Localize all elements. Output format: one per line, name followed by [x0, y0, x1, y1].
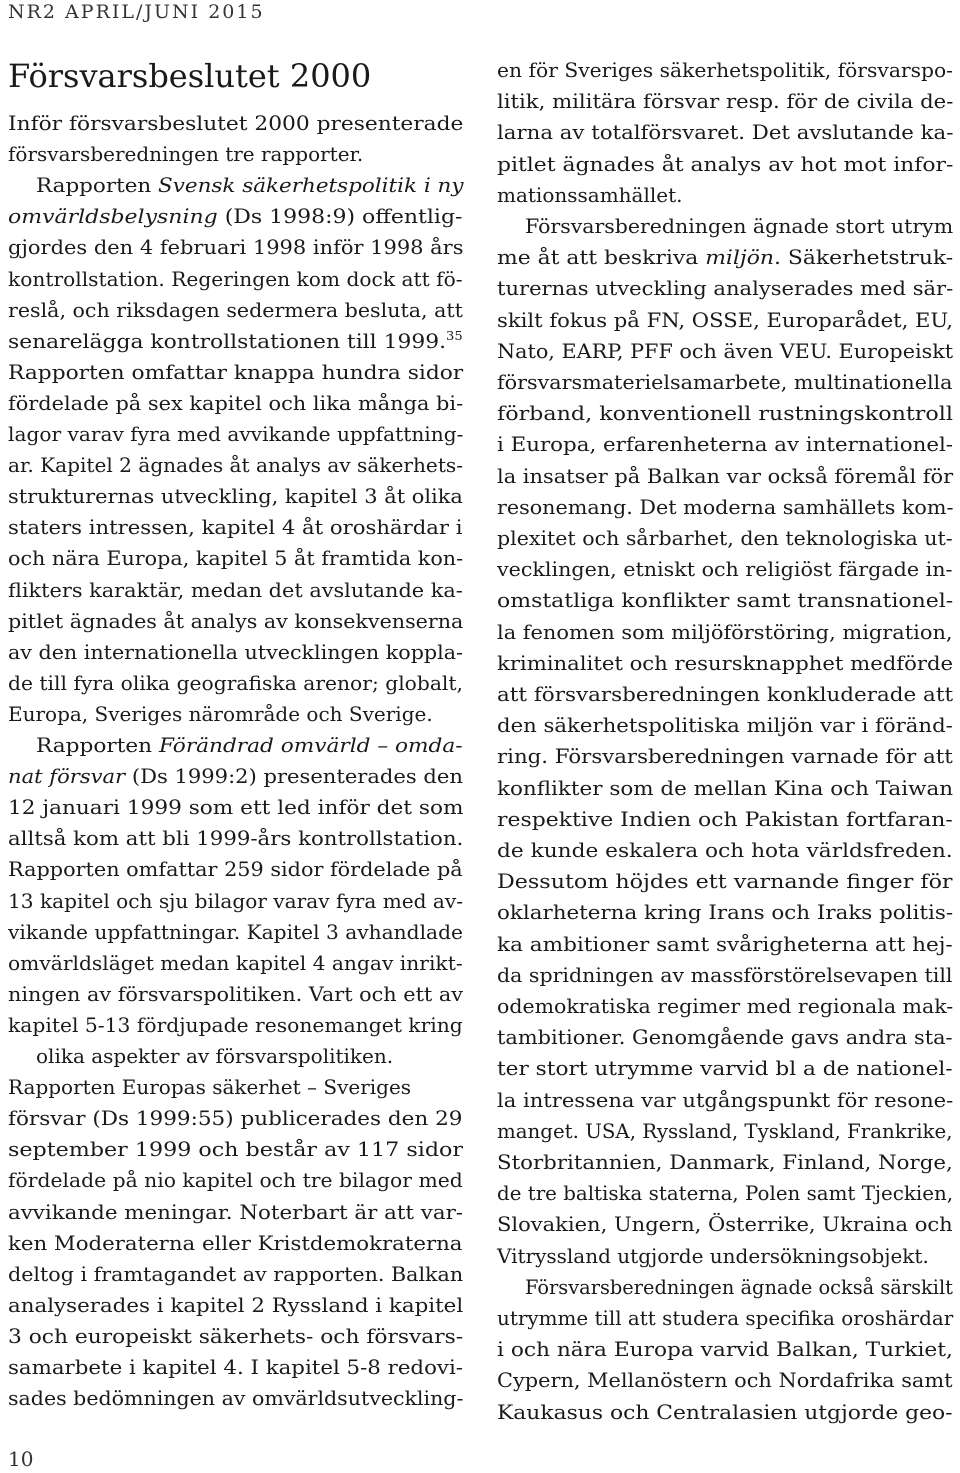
text-line: försvar (Ds 1999:55) publicerades den 29	[8, 1106, 463, 1131]
text-line: samarbete i kapitel 4. I kapitel 5-8 redovi-	[8, 1355, 463, 1379]
text-line: Nato, EARP, PFF och även VEU. Europeiskt	[497, 338, 954, 363]
text-line: deltog i framtagandet av rapporten. Balkan	[8, 1261, 464, 1286]
text-line: la fenomen som miljöförstöring, migration,	[497, 619, 953, 644]
text-line: Inför försvarsbeslutet 2000 presenterade	[8, 111, 464, 135]
text-line: da spridningen av massförstörelsevapen till	[497, 962, 953, 987]
text-line: ring. Försvarsberedningen varnade för att	[497, 744, 953, 769]
text-line: ka ambitioner samt svårigheterna att hej-	[497, 931, 953, 956]
text-line: av den internationella utvecklingen koppla-	[8, 639, 463, 664]
text-line: förband, konventionell rustningskontroll	[497, 401, 953, 426]
text-line: avvikande meningar. Noterbart är att var-	[8, 1199, 464, 1224]
text-line: vecklingen, etniskt och religiöst färgade in-	[497, 557, 953, 582]
text-line: odemokratiska regimer med regionala mak-	[497, 994, 954, 1018]
text-line: analyserades i kapitel 2 Ryssland i kapitel	[8, 1292, 464, 1317]
text-line: omvärldsbelysning (Ds 1998:9) offentlig-	[8, 204, 463, 229]
journal-header: NR2 APRIL/JUNI 2015	[8, 1, 265, 23]
text-line: försvarsberedningen tre rapporter.	[8, 142, 364, 167]
text-line: Rapporten Svensk säkerhetspolitik i ny	[36, 173, 464, 198]
text-line: skilt fokus på FN, OSSE, Europarådet, EU,	[497, 307, 953, 332]
text-line: larna av totalförsvaret. Det avslutande ka-	[497, 120, 954, 145]
text-line: ken Moderaterna eller Kristdemokraterna	[8, 1230, 463, 1255]
text-line: reslå, och riksdagen sedermera besluta, att	[8, 297, 463, 322]
text-line: strukturernas utveckling, kapitel 3 åt olika	[8, 484, 463, 509]
text-line: sades bedömningen av omvärldsutveckling-	[8, 1386, 464, 1411]
text-line: den säkerhetspolitiska miljön var i föränd-	[497, 713, 953, 738]
text-line: staters intressen, kapitel 4 åt oroshärdar i	[8, 515, 463, 540]
text-line: gjordes den 4 februari 1998 inför 1998 års	[8, 235, 464, 260]
text-line: ar. Kapitel 2 ägnades åt analys av säkerhets-	[8, 453, 463, 478]
text-line: de kunde eskalera och hota världsfreden.	[497, 838, 953, 862]
text-line: att försvarsberedningen konkluderade att	[497, 682, 954, 706]
text-line: nat försvar (Ds 1999:2) presenterades den	[8, 764, 463, 789]
text-line: la intressena var utgångspunkt för resone-	[497, 1087, 954, 1112]
text-line: i och nära Europa varvid Balkan, Turkiet,	[497, 1337, 953, 1362]
text-line: kriminalitet och resursknapphet medförde	[497, 650, 954, 675]
text-line: lagor varav fyra med avvikande uppfattning-	[8, 422, 464, 446]
text-line: Europa, Sveriges närområde och Sverige.	[8, 701, 433, 726]
footnote-reference: 35	[446, 328, 463, 343]
text-line: pitlet ägnades åt analys av hot mot infor-	[497, 151, 954, 176]
text-line: Vitryssland utgjorde undersökningsobjekt.	[497, 1243, 929, 1268]
text-line: Försvarsberedningen ägnade också särskilt	[525, 1274, 953, 1299]
text-line: mationssamhället.	[497, 182, 683, 207]
text-line: manget. USA, Ryssland, Tyskland, Frankrike,	[497, 1118, 953, 1143]
text-line: Rapporten omfattar knappa hundra sidor	[8, 359, 464, 384]
text-line: vikande uppfattningar. Kapitel 3 avhandlade	[8, 919, 463, 944]
text-line: fördelade på sex kapitel och lika många bi-	[8, 390, 464, 415]
text-line: respektive Indien och Pakistan fortfaran-	[497, 806, 953, 831]
text-line: ter stort utrymme varvid bl a de nationel-	[497, 1056, 953, 1081]
text-line: september 1999 och består av 117 sidor	[8, 1137, 464, 1162]
text-line: alltså kom att bli 1999-års kontrollstation.	[8, 826, 464, 851]
text-line: me åt att beskriva miljön. Säkerhetstruk-	[497, 245, 954, 270]
text-line: tambitioner. Genomgående gavs andra sta-	[497, 1025, 953, 1050]
text-line: oklarheterna kring Irans och Iraks politis-	[497, 900, 954, 925]
text-line: pitlet ägnades åt analys av konsekvenserna	[8, 608, 464, 633]
text-line: 12 januari 1999 som ett led inför det som	[8, 795, 464, 820]
text-line: Kaukasus och Centralasien utgjorde geo-	[497, 1399, 953, 1424]
text-line: en för Sveriges säkerhetspolitik, försvarspo-	[497, 58, 954, 82]
text-line: flikters karaktär, medan det avslutande ka-	[8, 577, 463, 602]
text-line: 13 kapitel och sju bilagor varav fyra med av-	[8, 888, 463, 913]
text-line: ningen av försvarspolitiken. Vart och ett av	[8, 981, 464, 1006]
text-line: Storbritannien, Danmark, Finland, Norge,	[497, 1150, 953, 1174]
text-line: litik, militära försvar resp. för de civila de-	[497, 89, 954, 114]
text-line: Försvarsberedningen ägnade stort utrym	[525, 214, 954, 238]
text-line: omvärldsläget medan kapitel 4 angav inrikt-	[8, 950, 463, 975]
text-line: Slovakien, Ungern, Österrike, Ukraina och	[497, 1212, 953, 1237]
text-line: Cypern, Mellanöstern och Nordafrika samt	[497, 1368, 953, 1393]
text-line: konflikter som de mellan Kina och Taiwan	[497, 775, 954, 800]
text-line: försvarsmaterielsamarbete, multinationella	[497, 370, 953, 394]
text-line: la insatser på Balkan var också föremål för	[497, 463, 954, 488]
text-line: fördelade på nio kapitel och tre bilagor med	[8, 1168, 463, 1193]
text-line: Rapporten Förändrad omvärld – omda-	[36, 733, 463, 757]
text-line: plexitet och sårbarhet, den teknologiska ut-	[497, 526, 953, 550]
text-line: turernas utveckling analyserades med sär-	[497, 276, 954, 301]
text-line: de till fyra olika geografiska arenor; globalt,	[8, 670, 464, 695]
text-line: och nära Europa, kapitel 5 åt framtida kon-	[8, 546, 464, 571]
text-line: Dessutom höjdes ett varnande finger för	[497, 869, 953, 894]
text-line: utrymme till att studera specifika oroshärdar	[497, 1306, 954, 1330]
text-line: Rapporten omfattar 259 sidor fördelade på	[8, 857, 463, 882]
text-line: olika aspekter av försvarspolitiken.	[36, 1044, 394, 1068]
text-line: de tre baltiska staterna, Polen samt Tjeckien,	[497, 1181, 954, 1206]
text-line: i Europa, erfarenheterna av internationel-	[497, 432, 954, 457]
text-line: omstatliga konflikter samt transnationel-	[497, 588, 954, 613]
article-title: Försvarsbeslutet 2000	[8, 57, 372, 95]
text-line: Rapporten Europas säkerhet – Sveriges	[8, 1075, 412, 1100]
text-line: resonemang. Det moderna samhällets kom-	[497, 494, 954, 519]
text-line: kapitel 5-13 fördjupade resonemanget kring	[8, 1012, 463, 1037]
text-line: kontrollstation. Regeringen kom dock att fö-	[8, 266, 463, 291]
text-line: senarelägga kontrollstationen till 1999.35	[8, 328, 463, 353]
page-number: 10	[8, 1447, 34, 1471]
text-line: 3 och europeiskt säkerhets- och försvars-	[8, 1323, 464, 1348]
